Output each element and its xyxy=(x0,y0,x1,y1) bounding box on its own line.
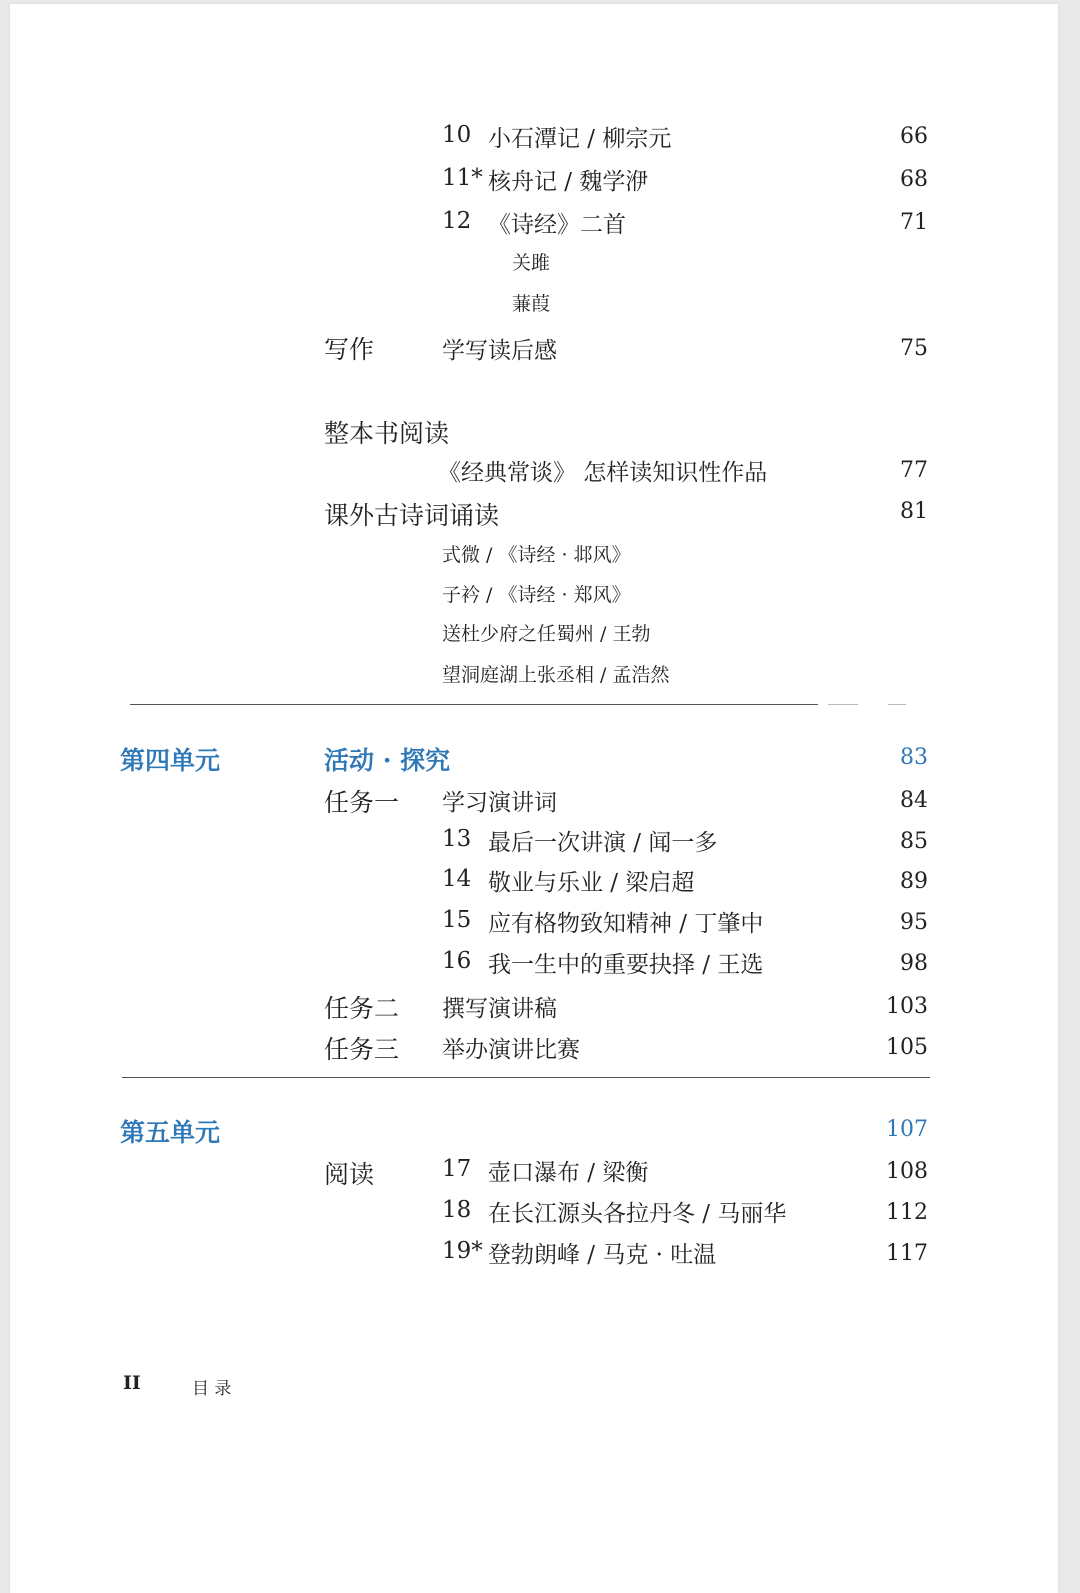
lesson-title: 壶口瀑布 / 梁衡 xyxy=(488,1160,649,1186)
task-label: 任务三 xyxy=(324,1035,400,1064)
page-number: 105 xyxy=(886,1035,928,1060)
toc-page xyxy=(10,4,1058,1593)
task-label: 任务二 xyxy=(324,994,400,1023)
page-number: 68 xyxy=(900,167,928,192)
poem-entry: 送杜少府之任蜀州 / 王勃 xyxy=(442,623,651,645)
footer-page-number: II xyxy=(123,1372,141,1394)
divider xyxy=(130,704,818,705)
page-number: 66 xyxy=(900,124,928,149)
unit-label: 第四单元 xyxy=(120,746,221,775)
poem-entry: 子衿 / 《诗经 · 郑风》 xyxy=(442,584,631,606)
divider-fragment xyxy=(888,704,906,705)
lesson-title: 敬业与乐业 / 梁启超 xyxy=(488,870,695,896)
task-label: 任务一 xyxy=(324,788,400,817)
page-number: 95 xyxy=(900,910,928,935)
page-number: 103 xyxy=(886,994,928,1019)
lesson-title: 最后一次讲演 / 闻一多 xyxy=(488,830,718,856)
section-label: 课外古诗词诵读 xyxy=(324,501,500,530)
section-label: 阅读 xyxy=(324,1160,375,1189)
page-number: 112 xyxy=(886,1200,928,1225)
page-number: 83 xyxy=(900,745,928,770)
lesson-title: 核舟记 / 魏学洢 xyxy=(488,169,649,195)
lesson-number: 16 xyxy=(442,948,472,974)
lesson-number: 10 xyxy=(442,122,472,148)
task-title: 学习演讲词 xyxy=(442,790,557,816)
lesson-title: 我一生中的重要抉择 / 王选 xyxy=(488,952,764,978)
lesson-title: 在长江源头各拉丹冬 / 马丽华 xyxy=(488,1201,787,1227)
unit-label: 第五单元 xyxy=(120,1118,221,1147)
footer-section-name: 目 录 xyxy=(192,1379,232,1399)
page-number: 81 xyxy=(900,499,928,524)
section-label: 整本书阅读 xyxy=(324,419,450,448)
unit-title: 活动 · 探究 xyxy=(324,746,451,775)
poem-title: 蒹葭 xyxy=(512,293,551,315)
page-number: 75 xyxy=(900,336,928,361)
page-number: 107 xyxy=(886,1117,928,1142)
page-number: 117 xyxy=(886,1241,928,1266)
section-label: 写作 xyxy=(324,335,375,364)
lesson-number: 19* xyxy=(442,1238,483,1264)
divider xyxy=(122,1077,930,1078)
lesson-number: 13 xyxy=(442,826,472,852)
task-title: 举办演讲比赛 xyxy=(442,1037,580,1063)
lesson-number: 11* xyxy=(442,165,483,191)
page-number: 84 xyxy=(900,788,928,813)
lesson-number: 12 xyxy=(442,208,472,234)
page-number: 108 xyxy=(886,1159,928,1184)
lesson-number: 15 xyxy=(442,907,472,933)
section-title: 学写读后感 xyxy=(442,338,557,364)
task-title: 撰写演讲稿 xyxy=(442,996,557,1022)
lesson-title: 小石潭记 / 柳宗元 xyxy=(488,126,672,152)
lesson-number: 14 xyxy=(442,866,472,892)
lesson-title: 《诗经》二首 xyxy=(488,212,626,238)
lesson-number: 17 xyxy=(442,1156,472,1182)
lesson-title: 应有格物致知精神 / 丁肇中 xyxy=(488,911,764,937)
divider-fragment xyxy=(828,704,858,705)
poem-title: 关雎 xyxy=(512,252,551,274)
page-number: 71 xyxy=(900,210,928,235)
poem-entry: 式微 / 《诗经 · 邶风》 xyxy=(442,544,631,566)
lesson-title: 登勃朗峰 / 马克 · 吐温 xyxy=(488,1242,717,1268)
poem-entry: 望洞庭湖上张丞相 / 孟浩然 xyxy=(442,664,670,686)
section-title: 《经典常谈》 怎样读知识性作品 xyxy=(438,460,768,486)
page-number: 77 xyxy=(900,458,928,483)
page-number: 98 xyxy=(900,951,928,976)
page-number: 85 xyxy=(900,829,928,854)
lesson-number: 18 xyxy=(442,1197,472,1223)
page-number: 89 xyxy=(900,869,928,894)
